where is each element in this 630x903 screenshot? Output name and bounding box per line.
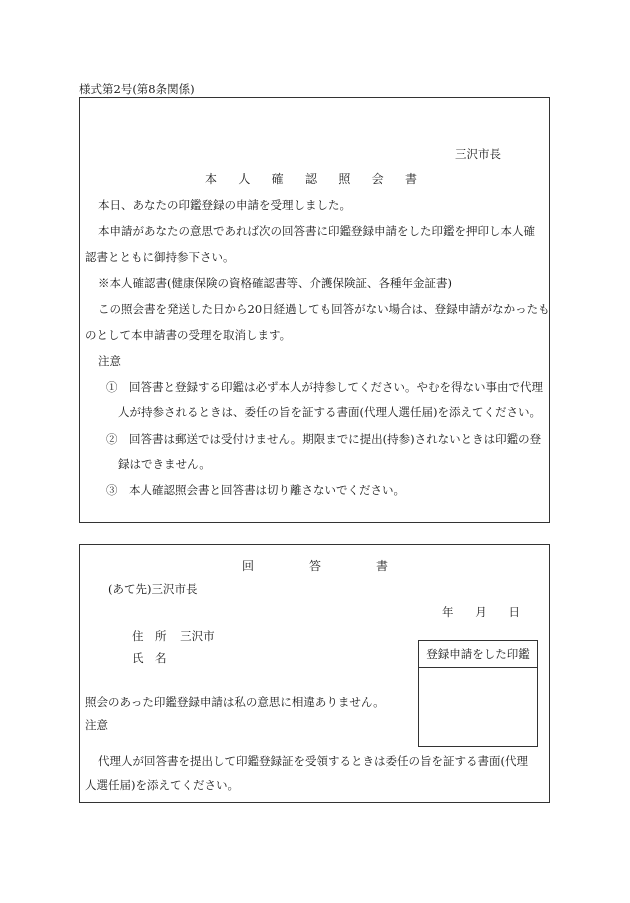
- title-char: 認: [304, 172, 317, 186]
- title-char: 人: [238, 172, 251, 186]
- form-number-label: 様式第2号(第8条関係): [79, 82, 195, 96]
- reply-date[interactable]: [442, 604, 520, 620]
- date-day-label: 日: [508, 605, 520, 619]
- paragraph-deadline-line2: のとして本申請書の受理を取消します。: [85, 328, 292, 342]
- paragraph-deadline-line1: この照会書を発送した日から20日経過しても回答がない場合は、登録申請がなかったも: [98, 302, 550, 316]
- address-field[interactable]: [132, 628, 215, 644]
- address-label: 住 所: [132, 629, 167, 643]
- note-2-line2: 録はできません。: [118, 457, 211, 471]
- reply-statement: 照会のあった印鑑登録申請は私の意思に相違ありません。: [85, 695, 385, 709]
- notes-heading: 注意: [98, 354, 121, 368]
- paragraph-request-line2: 認書とともに御持参下さい。: [85, 250, 235, 264]
- note-2-line1: ② 回答書は郵送では受付けません。期限までに提出(持参)されないときは印鑑の登: [106, 432, 542, 446]
- reply-recipient: (あて先)三沢市長: [108, 582, 198, 596]
- title-char: 回: [242, 559, 255, 573]
- name-field[interactable]: [132, 650, 167, 666]
- date-year-label: 年: [442, 605, 454, 619]
- paragraph-id-docs: ※本人確認書(健康保険の資格確認書等、介護保険証、各種年金証書): [98, 276, 452, 290]
- title-char: 本: [205, 172, 218, 186]
- note-1-line1: ① 回答書と登録する印鑑は必ず本人が持参してください。やむを得ない事由で代理: [106, 380, 543, 394]
- reply-title: [242, 557, 388, 574]
- title-char: 書: [375, 559, 388, 573]
- seal-stamp-label: 登録申請をした印鑑: [419, 641, 537, 668]
- reply-notes-heading: 注意: [85, 718, 108, 732]
- paragraph-received: 本日、あなたの印鑑登録の申請を受理しました。: [98, 198, 351, 212]
- inquiry-title: [205, 170, 417, 187]
- paragraph-request-line1: 本申請があなたの意思であれば次の回答書に印鑑登録申請をした印鑑を押印し本人確: [98, 224, 535, 238]
- inquiry-section: [79, 97, 550, 523]
- reply-note-line2: 人選任届)を添えてください。: [85, 778, 239, 792]
- name-label: 氏 名: [132, 651, 167, 665]
- inquiry-addressee: 三沢市長: [455, 147, 501, 161]
- address-value: 三沢市: [180, 629, 215, 643]
- reply-note-line1: 代理人が回答書を提出して印鑑登録証を受領するときは委任の旨を証する書面(代理: [98, 754, 528, 768]
- title-char: 答: [308, 559, 321, 573]
- seal-stamp-box[interactable]: [418, 640, 538, 747]
- title-char: 照: [338, 172, 351, 186]
- title-char: 会: [371, 172, 384, 186]
- date-month-label: 月: [475, 605, 487, 619]
- reply-section: [79, 544, 550, 803]
- note-1-line2: 人が持参されるときは、委任の旨を証する書面(代理人選任届)を添えてください。: [118, 405, 541, 419]
- title-char: 確: [271, 172, 284, 186]
- title-char: 書: [404, 172, 417, 186]
- note-3: ③ 本人確認照会書と回答書は切り離さないでください。: [106, 483, 405, 497]
